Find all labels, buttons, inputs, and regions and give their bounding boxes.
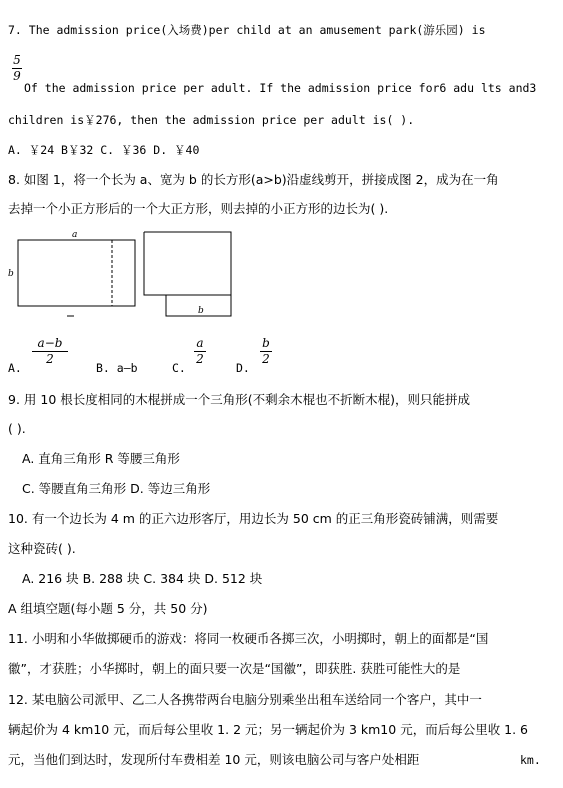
q7-fraction — [12, 54, 22, 83]
q8-optC-fraction — [194, 337, 206, 366]
q8-optB: B. a—b — [96, 361, 138, 375]
q7-line2: Of the admission price per adult. If the admission price for6 adu lts and3 — [24, 81, 537, 95]
q8-figure — [0, 224, 563, 324]
q10-line1: 10. 有一个边长为 4 m 的正六边形客厅，用边长为 50 cm 的正三角形瓷砖铺满，则需要 — [8, 511, 499, 526]
q8-optD-num: b — [262, 336, 270, 350]
q8-optA-label: A. — [8, 361, 22, 375]
q7-options: A. ￥24 B￥32 C. ￥36 D. ￥40 — [8, 143, 200, 157]
q8-optC-num: a — [196, 336, 204, 350]
q7-frac-num: 5 — [13, 53, 21, 67]
q11-line2: 徽”，才获胜；小华掷时，朝上的面只要一次是“国徽”，即获胜. 获胜可能性大的是 — [8, 661, 461, 676]
q12-line1: 12. 某电脑公司派甲、乙二人各携带两台电脑分别乘坐出租车送给同一个客户，其中一 — [8, 692, 482, 707]
q10-options: A. 216 块 B. 288 块 C. 384 块 D. 512 块 — [22, 571, 263, 586]
q8-optC-den: 2 — [196, 352, 204, 366]
q8-line1: 8. 如图 1，将一个长为 a、宽为 b 的长方形(a>b)沿虚线剪开，拼接成图 2，成为在一角 — [8, 172, 499, 187]
q9-line1: 9. 用 10 根长度相同的木棍拼成一个三角形(不剩余木棍也不折断木棍)，则只能拼成 — [8, 392, 471, 407]
q8-optD-den: 2 — [262, 352, 270, 366]
q7-frac-den: 9 — [13, 69, 21, 83]
q8-line2: 去掉一个小正方形后的一个大正方形，则去掉的小正方形的边长为( ). — [8, 201, 389, 216]
q12-line2: 辆起价为 4 km10 元，而后每公里收 1. 2 元；另一辆起价为 3 km10 元，而后每公里收 1. 6 — [8, 722, 529, 737]
fig1-label-a: a — [72, 230, 78, 240]
q8-optD-fraction — [260, 337, 272, 366]
fig1-label-b: b — [8, 269, 14, 279]
q12-unit: km. — [520, 753, 541, 767]
q9-options-row1: A. 直角三角形 R 等腰三角形 — [22, 451, 180, 466]
q8-optA-fraction — [32, 337, 68, 366]
q12-line3: 元，当他们到达时，发现所付车费相差 10 元，则该电脑公司与客户处相距 — [8, 752, 420, 767]
q7-line1: 7. The admission price(入场费)per child at an amusement park(游乐园) is — [8, 23, 486, 37]
q8-optA-den: 2 — [46, 352, 54, 366]
q8-optA-num: a−b — [37, 336, 63, 350]
q8-optD-label: D. — [236, 361, 250, 375]
q10-line2: 这种瓷砖( ). — [8, 541, 76, 556]
q8-optC-label: C. — [172, 361, 186, 375]
section-heading: A 组填空题(每小题 5 分，共 50 分) — [8, 601, 208, 616]
fig2-shape — [144, 232, 231, 316]
q7-line3: children is￥276, then the admission price per adult is( ). — [8, 113, 415, 127]
q9-options-row2: C. 等腰直角三角形 D. 等边三角形 — [22, 481, 211, 496]
q11-line1: 11. 小明和小华做掷硬币的游戏：将同一枚硬币各掷三次，小明掷时，朝上的面都是“国 — [8, 631, 489, 646]
q9-line2: ( ). — [8, 421, 26, 436]
fig1-rectangle — [18, 240, 135, 306]
fig2-label-b: b — [198, 306, 204, 316]
